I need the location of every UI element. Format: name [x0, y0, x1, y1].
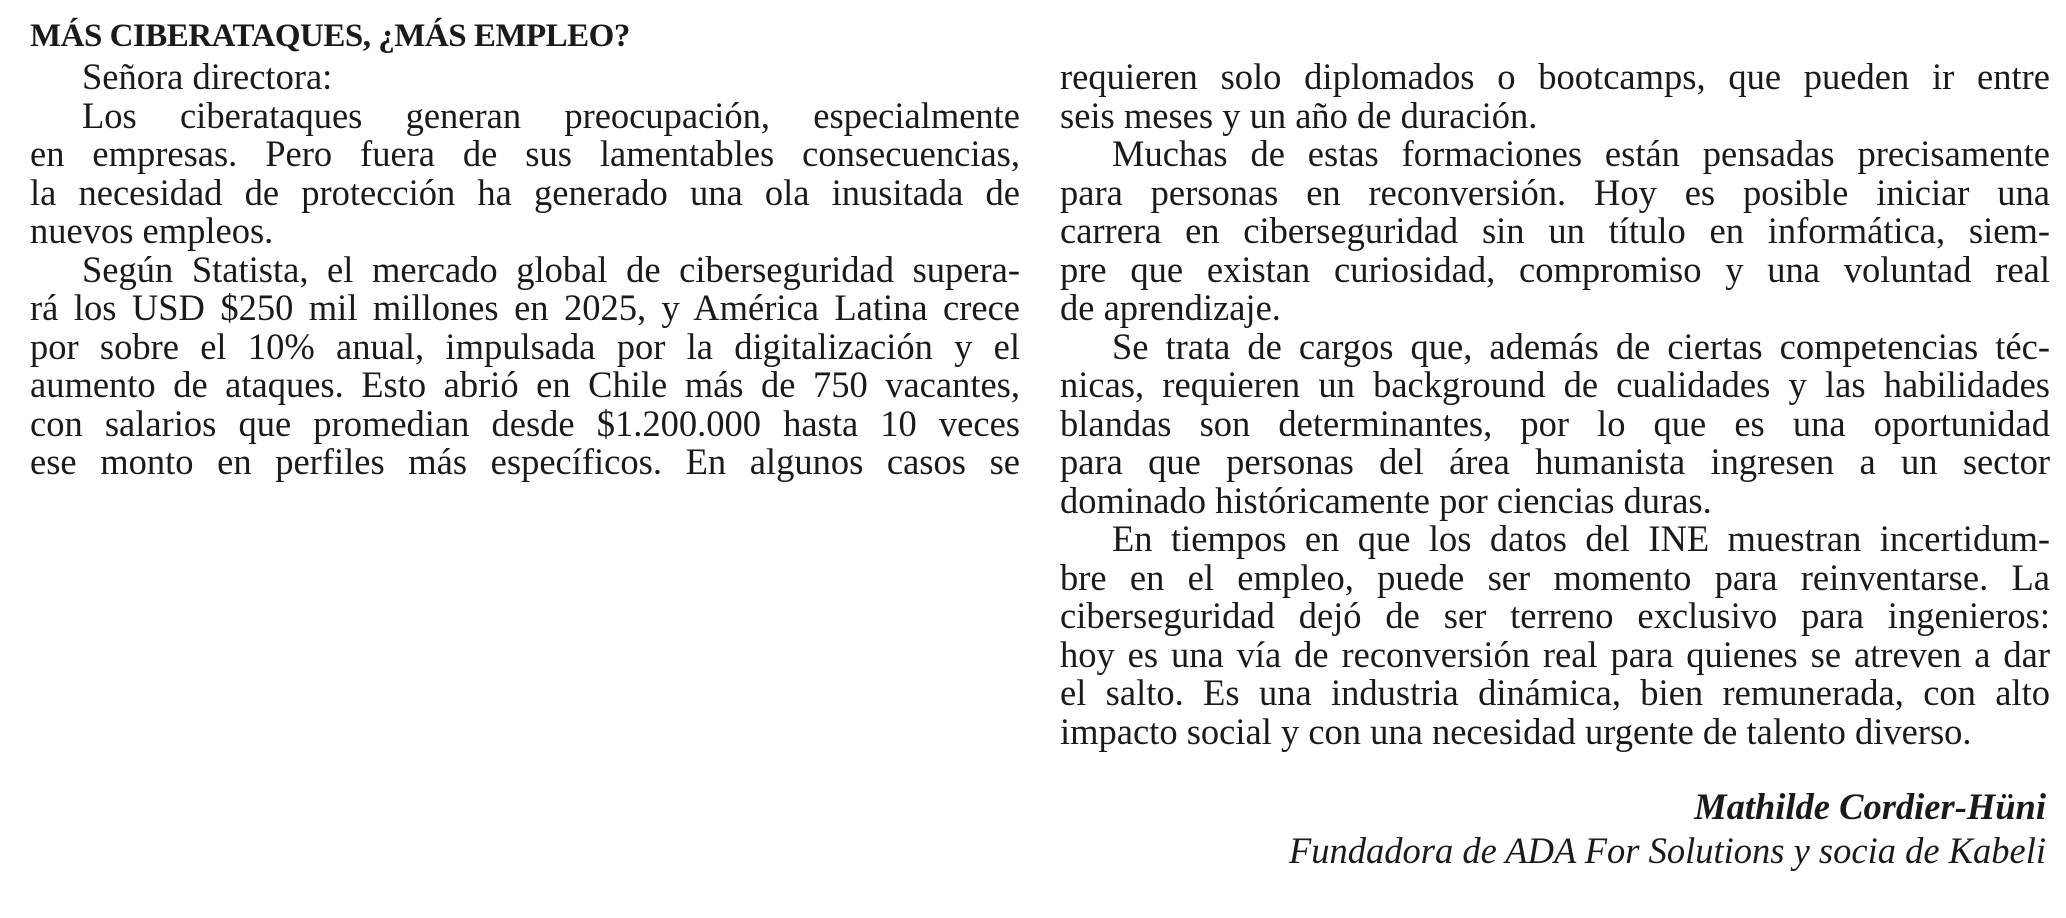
text-line: ese monto en perfiles más específicos. En algunos casos se: [30, 441, 1020, 482]
text-line: Muchas de estas formaciones están pensadas precisamente: [1112, 133, 2050, 174]
text-line: la necesidad de protección ha generado una ola inusitada de: [30, 171, 1020, 213]
text-line: para que personas del área humanista ingresen a un sector: [1060, 441, 2050, 482]
text-line: en empresas. Pero fuera de sus lamentables consecuencias,: [30, 133, 1020, 174]
text-line: Según Statista, el mercado global de ciberseguridad supera-: [82, 248, 1020, 290]
text-line: aumento de ataques. Esto abrió en Chile más de 750 vacantes,: [30, 364, 1020, 405]
text-line: por sobre el 10% anual, impulsada por la digitalización y el: [30, 325, 1020, 367]
text-line: carrera en ciberseguridad sin un título en informática, siem-: [1060, 210, 2050, 251]
text-line: dominado históricamente por ciencias duras.: [1060, 479, 1712, 521]
text-line: el salto. Es una industria dinámica, bien remunerada, con alto: [1060, 672, 2050, 713]
text-line: Se trata de cargos que, además de ciertas competencias téc-: [1112, 325, 2050, 367]
text-line: con salarios que promedian desde $1.200.000 hasta 10 veces: [30, 402, 1020, 444]
text-line: de aprendizaje.: [1060, 287, 1281, 328]
article-headline: MÁS CIBERATAQUES, ¿MÁS EMPLEO?: [30, 18, 630, 54]
article-column-left: [30, 58, 1020, 482]
letter-signature: [1289, 785, 2046, 873]
text-line: seis meses y un año de duración.: [1060, 94, 1538, 136]
text-line: ciberseguridad dejó de ser terreno exclusivo para ingenieros:: [1060, 595, 2050, 636]
text-line: rá los USD $250 mil millones en 2025, y América Latina crece: [30, 287, 1020, 328]
author-title: Fundadora de ADA For Solutions y socia de Kabeli: [1289, 830, 2046, 871]
article-column-right: [1060, 58, 2050, 751]
text-line: nuevos empleos.: [30, 210, 274, 251]
author-name: Mathilde Cordier-Hüni: [1694, 786, 2046, 827]
text-line: blandas son determinantes, por lo que es una oportunidad: [1060, 402, 2050, 444]
text-line: impacto social y con una necesidad urgente de talento diverso.: [1060, 710, 1972, 752]
text-line: pre que existan curiosidad, compromiso y una voluntad real: [1060, 248, 2050, 290]
text-line: requieren solo diplomados o bootcamps, que pueden ir entre: [1060, 56, 2050, 97]
text-line: bre en el empleo, puede ser momento para reinventarse. La: [1060, 556, 2050, 598]
text-line: En tiempos en que los datos del INE muestran incertidum-: [1112, 518, 2050, 559]
text-line: hoy es una vía de reconversión real para quienes se atreven a dar: [1060, 633, 2050, 675]
text-line: Los ciberataques generan preocupación, especialmente: [82, 94, 1020, 136]
text-line: Señora directora:: [82, 56, 333, 97]
text-line: para personas en reconversión. Hoy es posible iniciar una: [1060, 171, 2050, 213]
text-line: nicas, requieren un background de cualidades y las habilidades: [1060, 364, 2050, 405]
